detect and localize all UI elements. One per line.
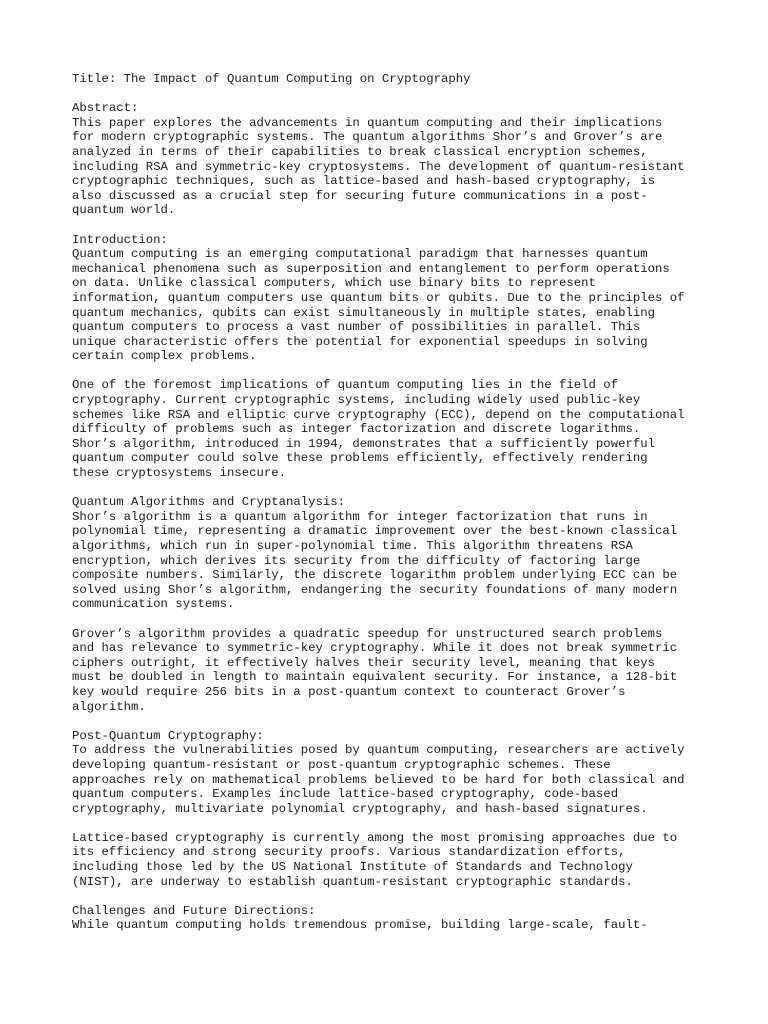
text-line: Shor’s algorithm is a quantum algorithm for integer factorization that runs in: [72, 509, 648, 524]
paragraph-introduction: [72, 233, 732, 364]
text-line: cryptographic techniques, such as lattice-based and hash-based cryptography, is: [72, 174, 655, 189]
text-line: quantum mechanics, qubits can exist simultaneously in multiple states, enabling: [72, 305, 655, 320]
paragraph-gap: [72, 218, 732, 233]
text-line: communication systems.: [72, 597, 235, 612]
text-line: difficulty of problems such as integer factorization and discrete logarithms.: [72, 422, 641, 437]
text-line: To address the vulnerabilities posed by quantum computing, researchers are actively: [72, 743, 685, 758]
paragraph-gap: [72, 816, 732, 831]
text-line: This paper explores the advancements in quantum computing and their implications: [72, 115, 663, 130]
text-line: composite numbers. Similarly, the discrete logarithm problem underlying ECC can be: [72, 568, 678, 583]
section-heading: Abstract:: [72, 101, 139, 116]
text-line: on data. Unlike classical computers, which use binary bits to represent: [72, 276, 596, 291]
paragraph-gap: [72, 364, 732, 379]
paragraph-grover-paragraph: [72, 627, 732, 715]
document-body: [72, 101, 732, 933]
text-line: developing quantum-resistant or post-quantum cryptographic schemes. These: [72, 757, 611, 772]
section-heading: Quantum Algorithms and Cryptanalysis:: [72, 495, 346, 510]
paragraph-abstract: [72, 101, 732, 218]
text-line: Lattice-based cryptography is currently among the most promising approaches due to: [72, 830, 678, 845]
text-line: cryptography, multivariate polynomial cryptography, and hash-based signatures.: [72, 801, 648, 816]
text-line: quantum computer could solve these problems efficiently, effectively rendering: [72, 451, 648, 466]
text-line: Quantum computing is an emerging computational paradigm that harnesses quantum: [72, 247, 648, 262]
text-line: quantum computers. Examples include lattice-based cryptography, code-based: [72, 787, 619, 802]
section-heading: Introduction:: [72, 232, 168, 247]
text-line: quantum computers to process a vast number of possibilities in parallel. This: [72, 320, 641, 335]
paragraph-introduction-para-2: [72, 378, 732, 480]
text-line: information, quantum computers use quantum bits or qubits. Due to the principles of: [72, 290, 685, 305]
text-line: also discussed as a crucial step for securing future communications in a post-: [72, 188, 648, 203]
text-line: While quantum computing holds tremendous promise, building large-scale, fault-: [72, 918, 648, 933]
text-line: (NIST), are underway to establish quantum-resistant cryptographic standards.: [72, 874, 633, 889]
text-line: its efficiency and strong security proofs. Various standardization efforts,: [72, 845, 626, 860]
document-title: Title: The Impact of Quantum Computing on Cryptography: [72, 72, 471, 86]
text-line: for modern cryptographic systems. The quantum algorithms Shor’s and Grover’s are: [72, 130, 663, 145]
text-line: certain complex problems.: [72, 349, 257, 364]
text-line: encryption, which derives its security from the difficulty of factoring large: [72, 553, 641, 568]
text-line: ciphers outright, it effectively halves their security level, meaning that keys: [72, 655, 655, 670]
paragraph-gap: [72, 481, 732, 496]
text-line: including RSA and symmetric-key cryptosystems. The development of quantum-resistant: [72, 159, 685, 174]
text-line: algorithms, which run in super-polynomial time. This algorithm threatens RSA: [72, 539, 633, 553]
text-line: and has relevance to symmetric-key cryptography. While it does not break symmetric: [72, 641, 678, 656]
paragraph-gap: [72, 87, 732, 102]
paragraph-gap: [72, 889, 732, 904]
paragraph-quantum-algorithms: [72, 495, 732, 612]
paragraph-challenges: [72, 904, 732, 933]
text-line: algorithm.: [72, 699, 146, 714]
text-line: approaches rely on mathematical problems believed to be hard for both classical and: [72, 772, 685, 787]
text-line: unique characteristic offers the potential for exponential speedups in solving: [72, 334, 648, 349]
text-line: solved using Shor’s algorithm, endangering the security foundations of many modern: [72, 582, 678, 597]
text-line: schemes like RSA and elliptic curve cryptography (ECC), depend on the computational: [72, 407, 685, 422]
text-line: Shor’s algorithm, introduced in 1994, demonstrates that a sufficiently powerful: [72, 436, 655, 451]
text-line: One of the foremost implications of quantum computing lies in the field of: [72, 378, 619, 393]
section-heading: Challenges and Future Directions:: [72, 903, 316, 918]
text-line: must be doubled in length to maintain equivalent security. For instance, a 128-bit: [72, 670, 678, 685]
paragraph-gap: [72, 714, 732, 729]
text-line: polynomial time, representing a dramatic improvement over the best-known classical: [72, 524, 678, 539]
text-line: quantum world.: [72, 203, 176, 218]
text-line: mechanical phenomena such as superposition and entanglement to perform operations: [72, 261, 670, 276]
section-heading: Post-Quantum Cryptography:: [72, 728, 264, 743]
text-line: analyzed in terms of their capabilities to break classical encryption schemes,: [72, 144, 648, 159]
paragraph-gap: [72, 612, 732, 627]
text-line: cryptography. Current cryptographic systems, including widely used public-key: [72, 393, 641, 408]
document-page: [72, 72, 732, 933]
text-line: Grover’s algorithm provides a quadratic speedup for unstructured search problems: [72, 626, 663, 641]
text-line: key would require 256 bits in a post-quantum context to counteract Grover’s: [72, 684, 626, 699]
paragraph-lattice-paragraph: [72, 831, 732, 889]
paragraph-post-quantum: [72, 729, 732, 817]
text-line: these cryptosystems insecure.: [72, 466, 287, 481]
text-line: including those led by the US National Institute of Standards and Technology: [72, 860, 633, 875]
